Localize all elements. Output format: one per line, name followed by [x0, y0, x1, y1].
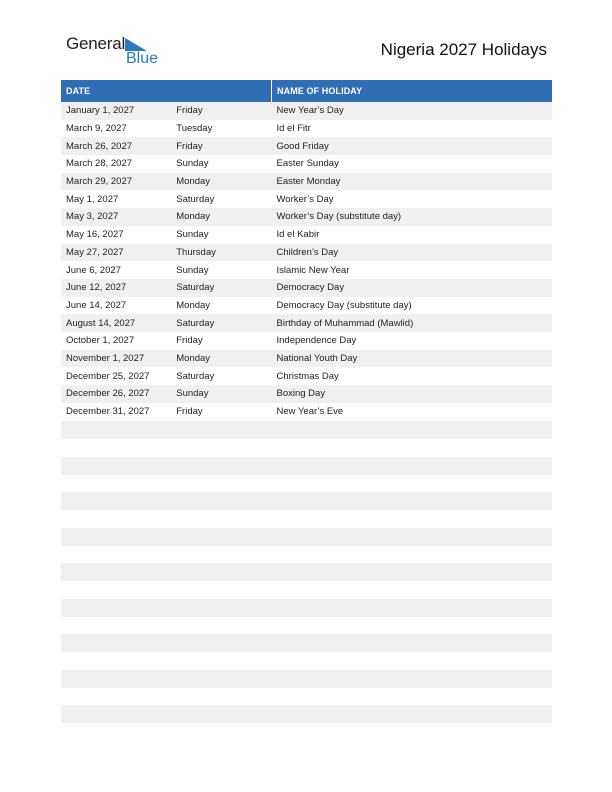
table-row	[61, 385, 552, 403]
empty-row-band	[61, 492, 552, 510]
table-row	[61, 261, 552, 279]
holiday-date: December 25, 2027	[66, 370, 150, 382]
holiday-name: Christmas Day	[276, 370, 339, 382]
empty-row-band	[61, 599, 552, 617]
logo-text-blue: Blue	[126, 50, 159, 67]
empty-row-band	[61, 528, 552, 546]
table-row	[61, 173, 552, 191]
holiday-weekday: Sunday	[176, 158, 209, 170]
holiday-weekday: Monday	[171, 173, 271, 191]
holiday-weekday: Monday	[176, 299, 211, 311]
holiday-date: November 1, 2027	[61, 350, 171, 368]
holiday-name: Id el Kabir	[276, 229, 320, 241]
generalblue-logo	[66, 34, 159, 68]
holiday-name: National Youth Day	[272, 350, 553, 368]
holiday-name: Democracy Day	[272, 279, 553, 297]
table-row	[61, 367, 552, 385]
holiday-name: Id el Fitr	[276, 123, 311, 135]
table-row	[61, 155, 552, 173]
holiday-weekday: Saturday	[171, 279, 271, 297]
holiday-weekday: Saturday	[171, 314, 271, 332]
table-row	[61, 226, 552, 244]
holiday-weekday: Tuesday	[176, 123, 213, 135]
holiday-date: June 14, 2027	[66, 299, 127, 311]
holiday-weekday: Saturday	[176, 370, 215, 382]
holiday-date: June 12, 2027	[61, 279, 171, 297]
holiday-name: Easter Monday	[272, 173, 553, 191]
holiday-weekday: Sunday	[176, 229, 209, 241]
holiday-weekday: Thursday	[171, 244, 271, 262]
holiday-date: January 1, 2027	[61, 102, 171, 120]
holiday-name: Boxing Day	[272, 385, 553, 403]
table-row	[61, 279, 552, 297]
empty-row-band	[61, 634, 552, 652]
holiday-weekday: Friday	[176, 335, 203, 347]
table-row	[61, 314, 552, 332]
holiday-name: Democracy Day (substitute day)	[276, 299, 412, 311]
table-row	[61, 403, 552, 421]
holiday-date: May 3, 2027	[61, 208, 171, 226]
holiday-weekday: Saturday	[176, 193, 215, 205]
holiday-date: March 28, 2027	[66, 158, 133, 170]
holiday-date: August 14, 2027	[61, 314, 171, 332]
table-row	[61, 332, 552, 350]
holiday-weekday: Sunday	[176, 264, 209, 276]
holiday-date: May 16, 2027	[66, 229, 124, 241]
header-holiday-name: NAME OF HOLIDAY	[272, 80, 553, 102]
holiday-name: Worker’s Day (substitute day)	[272, 208, 553, 226]
page-title: Nigeria 2027 Holidays	[380, 40, 547, 59]
table-row	[61, 120, 552, 138]
holiday-name: Good Friday	[272, 137, 553, 155]
holiday-name: New Year’s Day	[272, 102, 553, 120]
holiday-date: December 26, 2027	[61, 385, 171, 403]
table-row	[61, 350, 552, 368]
table-row	[61, 190, 552, 208]
holiday-weekday: Friday	[176, 406, 203, 418]
empty-row-band	[61, 705, 552, 723]
empty-row-band	[61, 670, 552, 688]
holiday-weekday: Monday	[171, 208, 271, 226]
holiday-date: May 27, 2027	[61, 244, 171, 262]
holiday-name: Worker’s Day	[276, 193, 334, 205]
table-row	[61, 244, 552, 262]
table-row	[61, 297, 552, 315]
holiday-date: March 26, 2027	[61, 137, 171, 155]
holiday-name: Easter Sunday	[276, 158, 339, 170]
table-header-row	[61, 80, 552, 102]
holiday-date: March 9, 2027	[66, 123, 127, 135]
holiday-name: Independence Day	[276, 335, 357, 347]
table-row	[61, 208, 552, 226]
logo-text-general: General	[66, 34, 126, 53]
holiday-name: Islamic New Year	[276, 264, 350, 276]
holiday-weekday: Friday	[171, 102, 271, 120]
empty-row-band	[61, 563, 552, 581]
table-row	[61, 137, 552, 155]
holiday-date: December 31, 2027	[66, 406, 150, 418]
holidays-table	[61, 80, 552, 420]
header-date: DATE	[61, 80, 272, 102]
holiday-name: New Year’s Eve	[276, 406, 344, 418]
holiday-date: October 1, 2027	[66, 335, 135, 347]
holiday-date: May 1, 2027	[66, 193, 119, 205]
holiday-name: Children’s Day	[272, 244, 553, 262]
holiday-date: March 29, 2027	[61, 173, 171, 191]
holiday-date: June 6, 2027	[66, 264, 121, 276]
table-row	[61, 102, 552, 120]
holiday-weekday: Friday	[171, 137, 271, 155]
holiday-weekday: Sunday	[171, 385, 271, 403]
holiday-name: Birthday of Muhammad (Mawlid)	[272, 314, 553, 332]
empty-row-band	[61, 457, 552, 475]
holiday-weekday: Monday	[171, 350, 271, 368]
empty-row-band	[61, 421, 552, 439]
